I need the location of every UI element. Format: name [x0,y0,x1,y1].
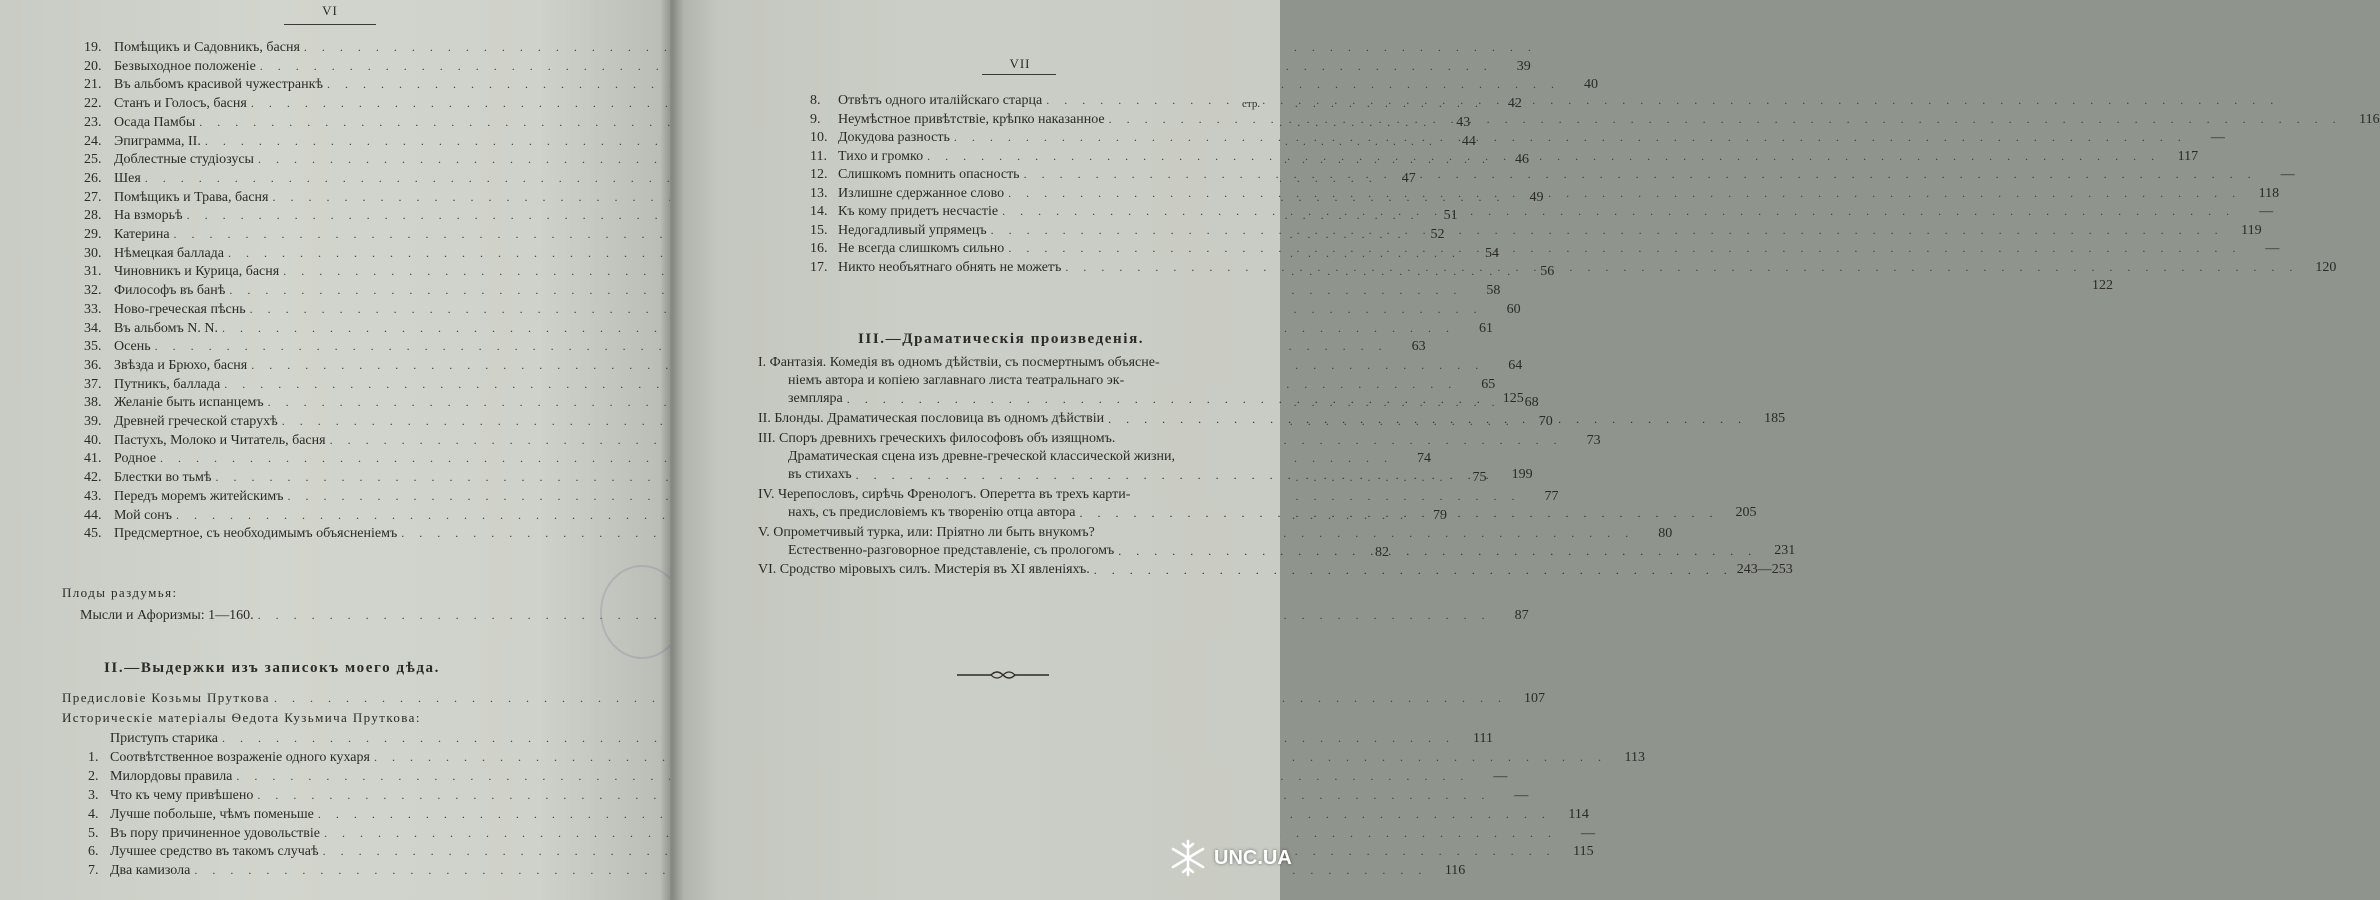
entry-page: 73 [1586,432,1601,448]
play-text: IV. Черепословъ, сирѣчь Френологъ. Оперетта въ трехъ карти- [758,486,1131,502]
watermark [1168,838,1292,878]
fruits-heading: Плоды раздумья: [62,585,178,600]
entry-page: 185 [1764,411,1786,427]
entry-number: 42. [84,470,102,486]
entry-page: 199 [1511,466,1533,482]
toc-row [88,767,1508,785]
entry-number: 1. [88,749,99,765]
entry-number: 23. [84,114,102,130]
toc-row [84,75,1598,93]
entry-page: — [2259,204,2274,219]
entry-title: Осень [114,339,151,355]
entry-title: Помѣщикъ и Трава, басня [114,189,269,205]
toc-row [88,861,1466,879]
entry-number: 3. [88,787,99,803]
entry-page: 56 [1540,264,1555,280]
entry-title: Чиновникъ и Курица, басня [114,264,280,280]
entry-title: Древней греческой старухѣ [114,414,278,429]
play-text: II. Блонды. Драматическая пословица въ одномъ дѣйствіи [758,411,1105,427]
section-title: II.—Выдержки изъ записокъ моего дѣда. [104,660,440,676]
dot-leader [1065,258,2298,276]
dot-leader [1094,561,1733,579]
entry-number: 40. [84,432,102,448]
entry-number: 34. [84,320,102,336]
entry-number: 44. [84,507,102,523]
toc-row [84,38,600,56]
entry-page: 107 [1523,691,1545,706]
entry-title: Недогадливый упрямецъ [838,222,987,238]
entry-page: — [2280,167,2295,182]
entry-page: 70 [1538,414,1553,429]
entry-title: Станъ и Голосъ, басня [114,96,247,112]
entry-number: 13. [810,185,828,201]
entry-page: 49 [1529,189,1544,205]
header-rule-left [284,24,376,25]
entry-page: — [2265,241,2280,256]
entry-page: 43 [1456,114,1471,130]
entry-number: 6. [88,844,99,860]
entry-number: 5. [88,825,99,841]
entry-title: Родное [114,451,157,467]
entry-number: 11. [810,148,827,164]
entry-number: 28. [84,208,102,224]
play-line [758,354,1258,372]
entry-page: 243—253 [1736,562,1793,578]
entry-page: 115 [1573,844,1594,860]
dot-leader [1108,410,1747,428]
entry-page: 120 [2315,259,2337,275]
entry-page: 205 [1735,504,1757,520]
play-line [758,561,1793,579]
entry-page: 61 [1478,320,1493,336]
entry-title: Никто необъятнаго обнять не можетъ [838,259,1062,275]
entry-number: 41. [84,451,102,467]
entry-number: 30. [84,245,102,261]
entry-page: 64 [1508,357,1523,373]
play-text: въ стихахъ [788,466,852,482]
entry-number: 8. [810,93,821,108]
entry-title: Звѣзда и Брюхо, басня [114,357,248,373]
entry-page: 46 [1514,152,1529,168]
entry-title: Нѣмецкая баллада [114,245,225,261]
entry-number: 25. [84,152,102,168]
dot-leader [847,390,1486,408]
entry-title: Философъ въ банѣ [114,283,226,299]
toc-row [80,606,1529,624]
play-text: Драматическая сцена изъ древне-греческой классической жизни, [788,448,1176,464]
play-text: III. Споръ древнихъ греческихъ философовъ объ изящномъ. [758,430,1116,446]
entry-page: 118 [2258,185,2280,201]
toc-row [84,281,1501,299]
entry-page: 65 [1481,376,1496,392]
entry-title: Тихо и громко [838,148,924,164]
entry-page: 116 [1444,863,1466,879]
entry-page: 54 [1485,245,1500,261]
entry-page: — [1514,787,1529,803]
entry-page: — [1493,768,1508,784]
dot-leader [927,147,2160,165]
entry-title: Приступъ старика [110,731,218,746]
entry-title: Не всегда слишкомъ сильно [838,241,1005,256]
entry-title: Лучшее средство въ такомъ случаѣ [110,844,319,860]
entry-number: 36. [84,357,102,373]
ornament-icon [955,668,1051,682]
entry-title: Шея [114,170,141,186]
entry-page: 117 [2177,148,2199,164]
entry-title: Эпиграмма, II. [114,133,201,149]
entry-number: 39. [84,414,102,429]
entry-number: 10. [810,130,828,145]
play-line [758,390,1524,408]
entry-title: Докудова разность [838,130,950,145]
play-line [758,524,1258,542]
entry-number: 17. [810,259,828,275]
entry-page: — [1580,825,1595,841]
entry-title: Въ альбомъ N. N. [114,320,218,336]
entry-title: Ново-греческая пѣснь [114,301,246,317]
entry-title: Мой сонъ [114,507,173,523]
play-text: Естественно-разговорное представленіе, съ прологомъ [788,542,1115,558]
entry-page: 80 [1658,526,1673,542]
dot-leader [1118,542,1757,560]
entry-title: Катерина [114,227,170,242]
entry-page: 42 [1507,96,1522,112]
dot-leader [1008,184,2241,202]
entry-title: Осада Памбы [114,114,196,130]
toc-row [810,91,1270,109]
toc-row [88,805,1589,823]
materials-heading: Историческіе матеріалы Ѳедота Кузьмича Пруткова: [62,710,421,725]
entry-title: Что къ чему привѣшено [110,787,254,803]
entry-page: 51 [1443,208,1458,224]
entry-title: Въ альбомъ красивой чужестранкѣ [114,77,323,93]
entry-title: Лучше побольше, чѣмъ поменьше [110,806,314,822]
toc-row [88,824,1595,842]
entry-number: 33. [84,301,102,317]
dot-leader [856,466,1495,484]
entry-number: 37. [84,376,102,392]
entry-page: 68 [1524,395,1539,411]
entry-number: 29. [84,227,102,242]
play-text: нахъ, съ предисловіемъ къ творенію отца автора [788,504,1076,520]
watermark-text: UNC.UA [1214,846,1292,869]
dot-leader [1046,91,2279,109]
page-number-left: VI [322,3,338,18]
entry-number: 12. [810,167,828,182]
entry-title: Блестки во тьмѣ [114,470,212,486]
entry-number: 4. [88,806,99,822]
toc-row [84,319,1493,337]
entry-title: Передъ моремъ житейскимъ [114,488,284,504]
entry-title: Къ кому придетъ несчастіе [838,204,999,219]
dot-leader [1008,239,2241,257]
header-rule-right [982,74,1056,75]
entry-title: Слишкомъ помнить опасность [838,167,1020,182]
entry-page: 231 [1774,542,1796,558]
entry-page: 119 [2241,222,2262,238]
entry-title: Мысли и Афоризмы: 1—160. [80,608,254,623]
entry-page: 40 [1584,77,1598,93]
entry-page: 79 [1433,507,1448,523]
entry-number: 22. [84,96,102,112]
entry-number: 7. [88,863,99,879]
entry-page: 82 [1375,544,1389,560]
entry-page: 116 [2359,111,2380,127]
toc-row [88,786,1529,804]
entry-title: Отвѣтъ одного италійскаго старца [838,93,1043,108]
entry-number: 24. [84,133,102,149]
entry-page: 111 [1473,731,1493,746]
entry-number: 21. [84,77,102,93]
dot-leader [1109,110,2342,128]
entry-number: 16. [810,241,828,256]
entry-page: 125 [1502,391,1524,406]
entry-title: Излишне сдержанное слово [838,185,1005,201]
play-line [758,430,1258,448]
entry-title: Неумѣстное привѣтствіе, крѣпко наказанное [838,111,1105,127]
toc-row [62,689,1545,707]
entry-title: Безвыходное положеніе [114,58,256,74]
toc-row [88,748,1645,766]
play-line [758,448,1258,466]
entry-number: 26. [84,170,102,186]
entry-number: 14. [810,204,828,219]
entry-page: 113 [1624,749,1645,765]
entry-page: 75 [1472,470,1487,486]
entry-page: 52 [1430,227,1445,242]
entry-page: 44 [1461,133,1476,149]
entry-page: 77 [1544,488,1559,504]
entry-page: 87 [1514,608,1529,623]
entry-number: 45. [84,526,102,542]
entry-page: 39 [1516,58,1531,74]
entry-title: Предсмертное, съ необходимымъ объясненіемъ [114,526,398,542]
entry-number: 35. [84,339,102,355]
toc-row [84,300,1521,318]
entry-title: Два камизола [110,863,191,879]
play-text: земпляра [788,391,843,406]
entry-number: 38. [84,395,102,411]
play-text: ніемъ автора и копіею заглавнаго листа театральнаго эк- [788,373,1125,388]
entry-page: 47 [1401,170,1416,186]
entry-number: 32. [84,283,102,299]
play-entry [758,561,1793,579]
dot-leader [954,128,2187,146]
entry-page: 60 [1506,301,1521,317]
dot-leader [1002,202,2235,220]
entry-number: 9. [810,111,821,127]
play-text: VI. Сродство міровыхъ силъ. Мистерія въ XI явленіяхъ. [758,562,1090,578]
entry-title: Путникъ, баллада [114,376,221,392]
entry-title: Доблестные студіозусы [114,152,254,168]
snowflake-icon [1168,838,1208,878]
entry-title: Пастухъ, Молоко и Читатель, басня [114,432,326,448]
toc-row [88,729,1493,747]
entry-number: 19. [84,40,102,55]
entry-number: 31. [84,264,102,280]
section-title: III.—Драматическія произведенія. [858,331,1145,347]
entry-page: 114 [1568,806,1589,822]
dot-leader [1024,165,2257,183]
column-label: стр. [1242,98,1261,110]
play-line [758,372,1258,390]
entry-number: 15. [810,222,828,238]
entry-title: Въ пору причиненное удовольствіе [110,825,320,841]
dot-leader [991,221,2224,239]
entry-page: 58 [1486,283,1501,299]
entry-number: 27. [84,189,102,205]
entry-title: На взморьѣ [114,208,183,224]
entry-page: 74 [1417,451,1432,467]
entry-number: 20. [84,58,102,74]
entry-title: Соотвѣтственное возраженіе одного кухаря [110,749,370,765]
page-number-right: VII [1009,56,1031,71]
entry-title: Милордовы правила [110,768,233,784]
entry-page: 122 [2092,278,2113,293]
dot-leader [1080,504,1719,522]
entry-title: Помѣщикъ и Садовникъ, басня [114,40,300,55]
book-gutter [660,0,684,900]
entry-number: 43. [84,488,102,504]
entry-title: Предисловіе Козьмы Пруткова [62,690,270,705]
entry-page: — [2210,130,2225,145]
entry-number: 2. [88,768,99,784]
play-text: I. Фантазія. Комедія въ одномъ дѣйствіи, съ посмертнымъ объясне- [758,355,1160,370]
play-line [758,486,1258,504]
play-text: V. Опрометчивый турка, или: Пріятно ли быть внукомъ? [758,524,1095,540]
entry-title: Желаніе быть испанцемъ [114,395,264,411]
entry-page: 63 [1411,339,1426,355]
